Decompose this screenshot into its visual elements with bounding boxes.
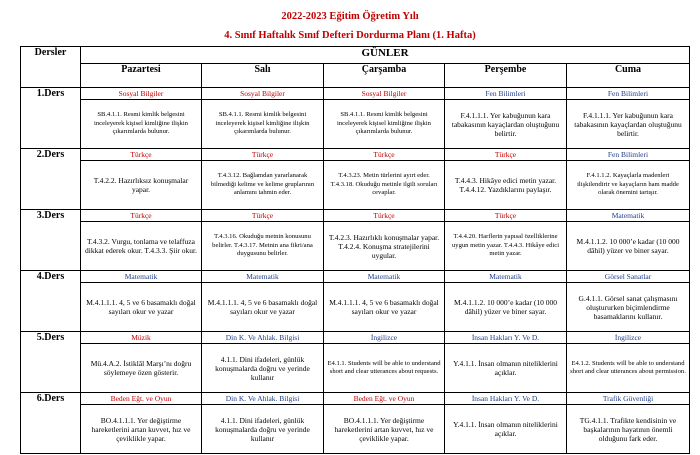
lesson-subject: Türkçe	[324, 210, 444, 222]
lesson-outcome: TG.4.1.1. Trafikte kendisinin ve başkalarının hayatının önemli olduğunu fark eder.	[579, 415, 677, 443]
lesson-cell	[567, 271, 690, 332]
lesson-subject: Trafik Güvenliği	[567, 393, 689, 405]
lesson-outcome: SB.4.1.1. Resmi kimlik belgesini inceleyerek kişisel kimliğine ilişkin çıkarımlarda bulunur.	[94, 111, 188, 136]
lesson-cell	[445, 332, 567, 393]
lesson-cell	[81, 149, 202, 210]
lesson-cell	[81, 88, 202, 149]
weekly-plan-table	[20, 46, 690, 454]
lesson-cell	[81, 271, 202, 332]
lesson-subject: Türkçe	[81, 210, 201, 222]
lesson-outcome: F.4.1.1.1. Yer kabuğunun kara tabakasının kayaçlardan oluştuğunu belirtir.	[451, 110, 560, 138]
table-row	[21, 271, 690, 332]
lesson-cell	[202, 149, 324, 210]
table-row	[21, 393, 690, 454]
lesson-cell	[567, 332, 690, 393]
lesson-outcome: Mü.4.A.2. İstiklâl Marşı’nı doğru söylemeye özen gösterir.	[90, 359, 192, 377]
lesson-subject: Türkçe	[445, 149, 566, 161]
table-row	[21, 210, 690, 271]
lesson-outcome: T.4.2.3. Hazırlıklı konuşmalar yapar. T.4.2.4. Konuşma stratejilerini uygular.	[328, 232, 440, 260]
lesson-cell	[567, 393, 690, 454]
lesson-cell	[324, 210, 445, 271]
lesson-subject: Beden Eğt. ve Oyun	[81, 393, 201, 405]
lesson-outcome: T.4.3.12. Bağlamdan yararlanarak bilmediği kelime ve kelime gruplarının anlamını tahmin eder.	[210, 172, 315, 197]
lesson-subject: Sosyal Bilgiler	[81, 88, 201, 100]
lesson-subject: Türkçe	[81, 149, 201, 161]
lesson-subject: İnsan Hakları Y. Ve D.	[445, 393, 566, 405]
day-header-thursday: Perşembe	[445, 64, 567, 88]
lesson-cell	[324, 332, 445, 393]
lesson-outcome: T.4.3.16. Okuduğu metnin konusunu belirler. T.4.3.17. Metnin ana fikri/ana duygusunu belirler.	[212, 233, 313, 258]
lesson-outcome: T.4.4.3. Hikâye edici metin yazar. T.4.4.12. Yazdıklarını paylaşır.	[454, 176, 557, 194]
lesson-outcome: E4.1.1. Students will be able to understand short and clear utterances about requests.	[327, 359, 441, 375]
lesson-outcome: SB.4.1.1. Resmi kimlik belgesini inceleyerek kişisel kimliğine ilişkin çıkarımlarda bulunur.	[337, 111, 431, 136]
lesson-cell	[202, 88, 324, 149]
lesson-outcome: F.4.1.1.1. Yer kabuğunun kara tabakasının kayaçlardan oluştuğunu belirtir.	[574, 110, 682, 138]
lesson-outcome: M.4.1.1.1. 4, 5 ve 6 basamaklı doğal sayıları okur ve yazar	[86, 298, 196, 316]
lesson-outcome: M.4.1.1.1. 4, 5 ve 6 basamaklı doğal sayıları okur ve yazar	[207, 298, 318, 316]
lesson-subject: Sosyal Bilgiler	[202, 88, 323, 100]
lesson-subject: Fen Bilimleri	[445, 88, 566, 100]
plan-title: 4. Sınıf Haftalık Sınıf Defteri Dordurma Planı (1. Hafta)	[224, 30, 476, 41]
lesson-label: 5.Ders	[21, 332, 81, 393]
lesson-subject: Matematik	[445, 271, 566, 283]
lesson-cell	[445, 393, 567, 454]
lesson-subject: Türkçe	[445, 210, 566, 222]
table-row	[21, 88, 690, 149]
lesson-outcome: T.4.4.20. Harflerin yapısal özelliklerine uygun metin yazar. T.4.4.3. Hikâye edici metin yazar.	[451, 233, 560, 258]
lesson-subject: Matematik	[567, 210, 689, 222]
lesson-cell	[202, 210, 324, 271]
plan-year-title: 2022-2023 Eğitim Öğretim Yılı	[281, 11, 419, 22]
lesson-subject: Matematik	[81, 271, 201, 283]
lesson-outcome: Y.4.1.1. İnsan olmanın niteliklerini açıklar.	[453, 359, 558, 377]
gunler-header: GÜNLER	[81, 47, 690, 64]
lesson-cell	[445, 210, 567, 271]
lesson-label: 6.Ders	[21, 393, 81, 454]
lesson-subject: Sosyal Bilgiler	[324, 88, 444, 100]
lesson-cell	[81, 332, 202, 393]
table-row	[21, 149, 690, 210]
lesson-subject: Fen Bilimleri	[567, 149, 689, 161]
table-row	[21, 332, 690, 393]
lesson-cell	[567, 88, 690, 149]
dersler-header: Dersler	[21, 47, 81, 88]
lesson-subject: Din K. Ve Ahlak. Bilgisi	[202, 332, 323, 344]
lesson-outcome: G.4.1.1. Görsel sanat çalışmasını oluştururken biçimlendirme basamaklarını kullanır.	[578, 293, 678, 321]
lesson-label: 3.Ders	[21, 210, 81, 271]
lesson-subject: İngilizce	[324, 332, 444, 344]
day-header-tuesday: Salı	[202, 64, 324, 88]
lesson-subject: İngilizce	[567, 332, 689, 344]
lesson-outcome: M.4.1.1.2. 10 000’e kadar (10 000 dâhil) yüzer ve biner sayar.	[576, 237, 680, 255]
lesson-outcome: F.4.1.1.2. Kayaçlarla madenleri ilişkilendirir ve kayaçların ham madde olarak önemini tartışır.	[577, 172, 679, 197]
lesson-outcome: 4.1.1. Dini ifadeleri, günlük konuşmalarda doğru ve yerinde kullanır	[215, 354, 310, 382]
lesson-label: 2.Ders	[21, 149, 81, 210]
lesson-cell	[324, 271, 445, 332]
lesson-outcome: M.4.1.1.1. 4, 5 ve 6 basamaklı doğal sayıları okur ve yazar	[329, 298, 439, 316]
lesson-label: 1.Ders	[21, 88, 81, 149]
lesson-cell	[324, 393, 445, 454]
lesson-cell	[445, 271, 567, 332]
lesson-subject: Müzik	[81, 332, 201, 344]
lesson-cell	[81, 210, 202, 271]
lesson-subject: Görsel Sanatlar	[567, 271, 689, 283]
lesson-cell	[202, 271, 324, 332]
lesson-subject: Din K. Ve Ahlak. Bilgisi	[202, 393, 323, 405]
lesson-cell	[324, 88, 445, 149]
lesson-subject: Fen Bilimleri	[567, 88, 689, 100]
plan-body	[21, 88, 690, 454]
lesson-subject: Türkçe	[202, 210, 323, 222]
lesson-cell	[81, 393, 202, 454]
lesson-label: 4.Ders	[21, 271, 81, 332]
lesson-outcome: Y.4.1.1. İnsan olmanın niteliklerini açıklar.	[453, 420, 558, 438]
lesson-subject: Matematik	[324, 271, 444, 283]
lesson-subject: Beden Eğt. ve Oyun	[324, 393, 444, 405]
lesson-outcome: E4.1.2. Students will be able to understand short and clear utterances about permission.	[570, 359, 686, 375]
lesson-outcome: BO.4.1.1.1. Yer değiştirme hareketlerini artan kuvvet, hız ve çeviklikle yapar.	[91, 415, 191, 443]
lesson-cell	[202, 332, 324, 393]
lesson-subject: Türkçe	[324, 149, 444, 161]
lesson-outcome: 4.1.1. Dini ifadeleri, günlük konuşmalarda doğru ve yerinde kullanır	[215, 415, 310, 443]
lesson-cell	[567, 210, 690, 271]
day-header-monday: Pazartesi	[81, 64, 202, 88]
lesson-outcome: M.4.1.1.2. 10 000’e kadar (10 000 dâhil) yüzer ve biner sayar.	[454, 298, 557, 316]
lesson-cell	[567, 149, 690, 210]
lesson-cell	[445, 149, 567, 210]
lesson-outcome: SB.4.1.1. Resmi kimlik belgesini inceleyerek kişisel kimliğine ilişkin çıkarımlarda bulunur.	[215, 111, 310, 136]
lesson-subject: Matematik	[202, 271, 323, 283]
lesson-outcome: T.4.2.2. Hazırlıksız konuşmalar yapar.	[93, 176, 189, 194]
lesson-subject: İnsan Hakları Y. Ve D.	[445, 332, 566, 344]
lesson-cell	[445, 88, 567, 149]
lesson-outcome: T.4.3.2. Vurgu, tonlama ve telaffuza dikkat ederek okur. T.4.3.3. Şiir okur.	[85, 237, 197, 255]
lesson-outcome: BO.4.1.1.1. Yer değiştirme hareketlerini artan kuvvet, hız ve çeviklikle yapar.	[334, 415, 434, 443]
lesson-subject: Türkçe	[202, 149, 323, 161]
lesson-cell	[202, 393, 324, 454]
day-header-friday: Cuma	[567, 64, 690, 88]
day-header-wednesday: Çarşamba	[324, 64, 445, 88]
lesson-cell	[324, 149, 445, 210]
lesson-outcome: T.4.3.23. Metin türlerini ayırt eder. T.4.3.18. Okuduğu metinle ilgili soruları cevaplar.	[330, 172, 438, 197]
